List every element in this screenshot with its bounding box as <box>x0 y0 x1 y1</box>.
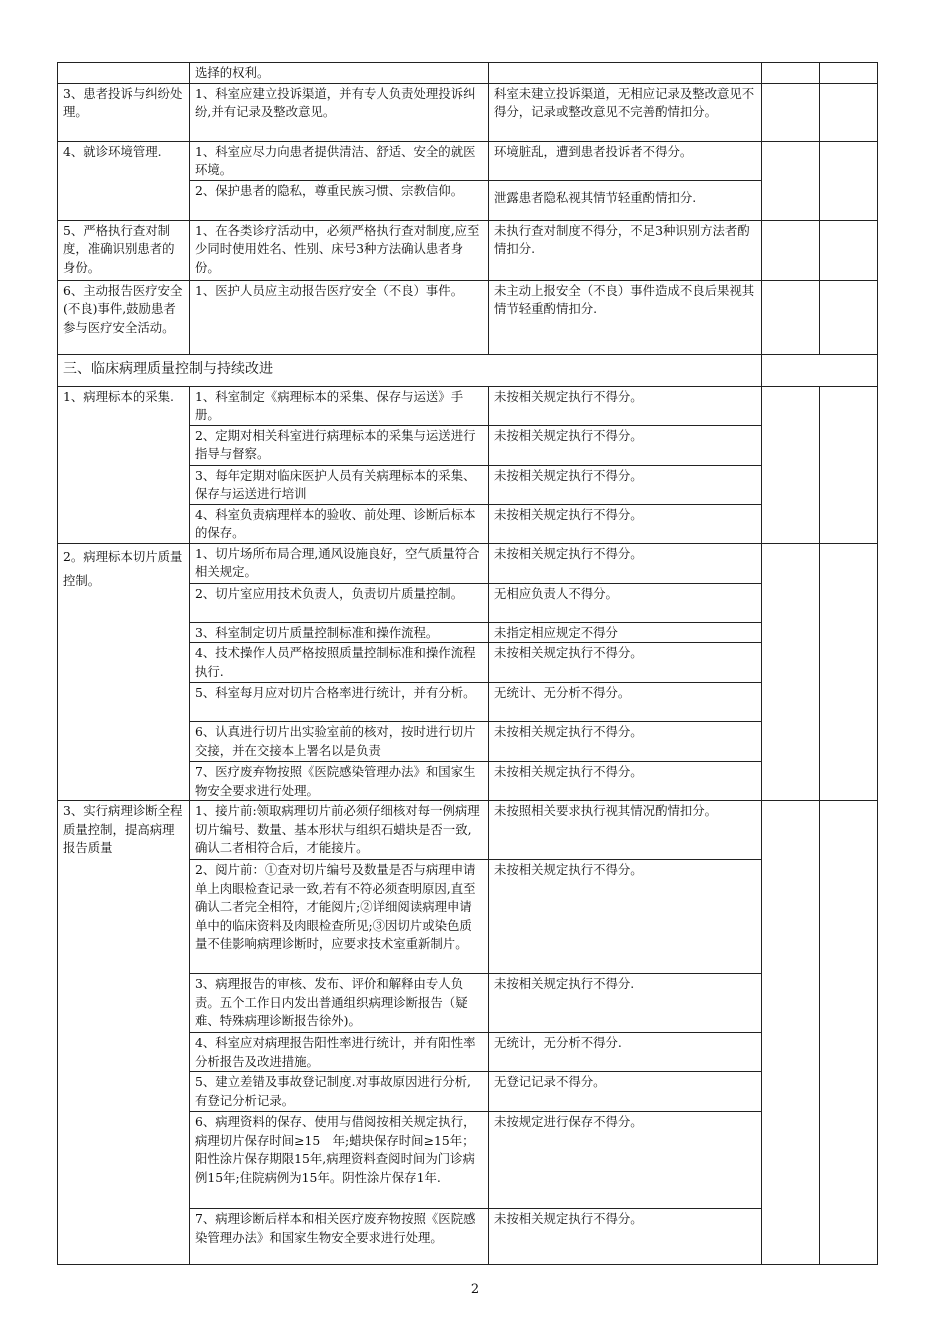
standard-cell: 1、科室制定《病理标本的采集、保存与运送》手册。 <box>190 386 489 425</box>
table-row <box>58 280 878 354</box>
item-cell: 3、实行病理诊断全程质量控制，提高病理报告质量 <box>58 801 190 1265</box>
standard-cell: 选择的权利。 <box>190 63 489 84</box>
score-cell <box>762 141 820 220</box>
score-cell <box>762 280 820 354</box>
score-cell <box>762 83 820 141</box>
table-row <box>58 220 878 280</box>
item-cell: 5、严格执行查对制度，准确识别患者的身份。 <box>58 220 190 280</box>
deduction-cell <box>820 280 878 354</box>
criteria-cell: 无统计、无分析不得分。 <box>489 683 762 722</box>
section-heading: 三、临床病理质量控制与持续改进 <box>58 354 762 386</box>
deduction-cell <box>820 386 878 543</box>
section-row <box>58 354 878 386</box>
criteria-cell: 科室未建立投诉渠道，无相应记录及整改意见不得分，记录或整改意见不完善酌情扣分。 <box>489 83 762 141</box>
standard-cell: 7、病理诊断后样本和相关医疗废弃物按照《医院感染管理办法》和国家生物安全要求进行处理。 <box>190 1209 489 1265</box>
evaluation-table <box>57 62 878 1265</box>
criteria-cell: 未按相关规定执行不得分。 <box>489 1209 762 1265</box>
item-cell: 1、病理标本的采集. <box>58 386 190 543</box>
deduction-cell <box>820 63 878 84</box>
criteria-cell: 未按相关规定执行不得分。 <box>489 386 762 425</box>
criteria-cell: 未按相关规定执行不得分。 <box>489 643 762 683</box>
page-number: 2 <box>470 1282 480 1297</box>
criteria-cell: 无相应负责人不得分。 <box>489 583 762 622</box>
standard-cell: 1、科室应尽力向患者提供清洁、舒适、安全的就医环境。 <box>190 141 489 180</box>
criteria-cell <box>489 63 762 84</box>
criteria-cell: 未按相关规定执行不得分。 <box>489 860 762 974</box>
criteria-cell: 未执行查对制度不得分，不足3种识别方法者酌情扣分. <box>489 220 762 280</box>
item-cell: 2。病理标本切片质量控制。 <box>58 543 190 801</box>
criteria-cell: 未指定相应规定不得分 <box>489 622 762 643</box>
standard-cell: 7、医疗废弃物按照《医院感染管理办法》和国家生物安全要求进行处理。 <box>190 762 489 801</box>
standard-cell: 1、医护人员应主动报告医疗安全（不良）事件。 <box>190 280 489 354</box>
section-score-cell <box>762 354 878 386</box>
standard-cell: 4、科室应对病理报告阳性率进行统计，并有阳性率分析报告及改进措施。 <box>190 1033 489 1072</box>
standard-cell: 2、阅片前：①查对切片编号及数量是否与病理申请单上肉眼检查记录一致,若有不符必须查明原因,直至确认二者完全相符，才能阅片;②详细阅读病理申请单中的临床资料及肉眼检查所见;③因切片或染色质量不佳影响病理诊断时，应要求技术室重新制片。 <box>190 860 489 974</box>
deduction-cell <box>820 141 878 220</box>
criteria-cell: 泄露患者隐私视其情节轻重酌情扣分. <box>489 180 762 220</box>
criteria-cell: 未按相关规定执行不得分。 <box>489 504 762 543</box>
table-row <box>58 141 878 180</box>
criteria-cell: 无统计，无分析不得分. <box>489 1033 762 1072</box>
item-cell <box>58 63 190 84</box>
standard-cell: 1、科室应建立投诉渠道，并有专人负责处理投诉纠纷,并有记录及整改意见。 <box>190 83 489 141</box>
table-row <box>58 801 878 860</box>
item-cell: 4、就诊环境管理. <box>58 141 190 220</box>
item-cell: 3、患者投诉与纠纷处理。 <box>58 83 190 141</box>
standard-cell: 1、接片前:领取病理切片前必须仔细核对每一例病理切片编号、数量、基本形状与组织石蜡块是否一致,确认二者相符合后，才能接片。 <box>190 801 489 860</box>
standard-cell: 2、保护患者的隐私，尊重民族习惯、宗教信仰。 <box>190 180 489 220</box>
standard-cell: 2、定期对相关科室进行病理标本的采集与运送进行指导与督察。 <box>190 425 489 465</box>
criteria-cell: 未按相关规定执行不得分。 <box>489 465 762 504</box>
criteria-cell: 未按规定进行保存不得分。 <box>489 1112 762 1209</box>
standard-cell: 6、认真进行切片出实验室前的核对，按时进行切片交接，并在交接本上署名以是负责 <box>190 722 489 762</box>
standard-cell: 4、科室负责病理样本的验收、前处理、诊断后标本的保存。 <box>190 504 489 543</box>
criteria-cell: 无登记记录不得分。 <box>489 1072 762 1112</box>
table-row <box>58 83 878 141</box>
deduction-cell <box>820 220 878 280</box>
deduction-cell <box>820 801 878 1265</box>
score-cell <box>762 220 820 280</box>
standard-cell: 3、科室制定切片质量控制标准和操作流程。 <box>190 622 489 643</box>
standard-cell: 1、切片场所布局合理,通风设施良好，空气质量符合相关规定。 <box>190 543 489 583</box>
criteria-cell: 未按相关规定执行不得分。 <box>489 543 762 583</box>
deduction-cell <box>820 83 878 141</box>
score-cell <box>762 543 820 801</box>
criteria-cell: 未按相关规定执行不得分. <box>489 974 762 1033</box>
criteria-cell: 环境脏乱，遭到患者投诉者不得分。 <box>489 141 762 180</box>
deduction-cell <box>820 543 878 801</box>
table-row <box>58 386 878 425</box>
standard-cell: 1、在各类诊疗活动中，必须严格执行查对制度,应至少同时使用姓名、性别、床号3种方法确认患者身份。 <box>190 220 489 280</box>
standard-cell: 2、切片室应用技术负责人，负责切片质量控制。 <box>190 583 489 622</box>
table-row <box>58 63 878 84</box>
score-cell <box>762 801 820 1265</box>
criteria-cell: 未按相关规定执行不得分。 <box>489 762 762 801</box>
standard-cell: 3、每年定期对临床医护人员有关病理标本的采集、保存与运送进行培训 <box>190 465 489 504</box>
table-row <box>58 543 878 583</box>
standard-cell: 5、建立差错及事故登记制度.对事故原因进行分析,有登记分析记录。 <box>190 1072 489 1112</box>
score-cell <box>762 63 820 84</box>
standard-cell: 4、技术操作人员严格按照质量控制标准和操作流程执行. <box>190 643 489 683</box>
criteria-cell: 未按照相关要求执行视其情况酌情扣分。 <box>489 801 762 860</box>
standard-cell: 3、病理报告的审核、发布、评价和解释由专人负责。五个工作日内发出普通组织病理诊断报告（疑难、特殊病理诊断报告徐外)。 <box>190 974 489 1033</box>
standard-cell: 6、病理资料的保存、使用与借阅按相关规定执行，病理切片保存时间≥15 年;蜡块保存时间≥15年；阳性涂片保存期限15年,病理资料查阅时间为门诊病例15年;住院病例为15年。阴性涂片保存1年. <box>190 1112 489 1209</box>
criteria-cell: 未主动上报安全（不良）事件造成不良后果视其情节轻重酌情扣分. <box>489 280 762 354</box>
score-cell <box>762 386 820 543</box>
standard-cell: 5、科室每月应对切片合格率进行统计，并有分析。 <box>190 683 489 722</box>
criteria-cell: 未按相关规定执行不得分。 <box>489 722 762 762</box>
criteria-cell: 未按相关规定执行不得分。 <box>489 425 762 465</box>
item-cell: 6、主动报告医疗安全(不良)事件,鼓励患者参与医疗安全活动。 <box>58 280 190 354</box>
